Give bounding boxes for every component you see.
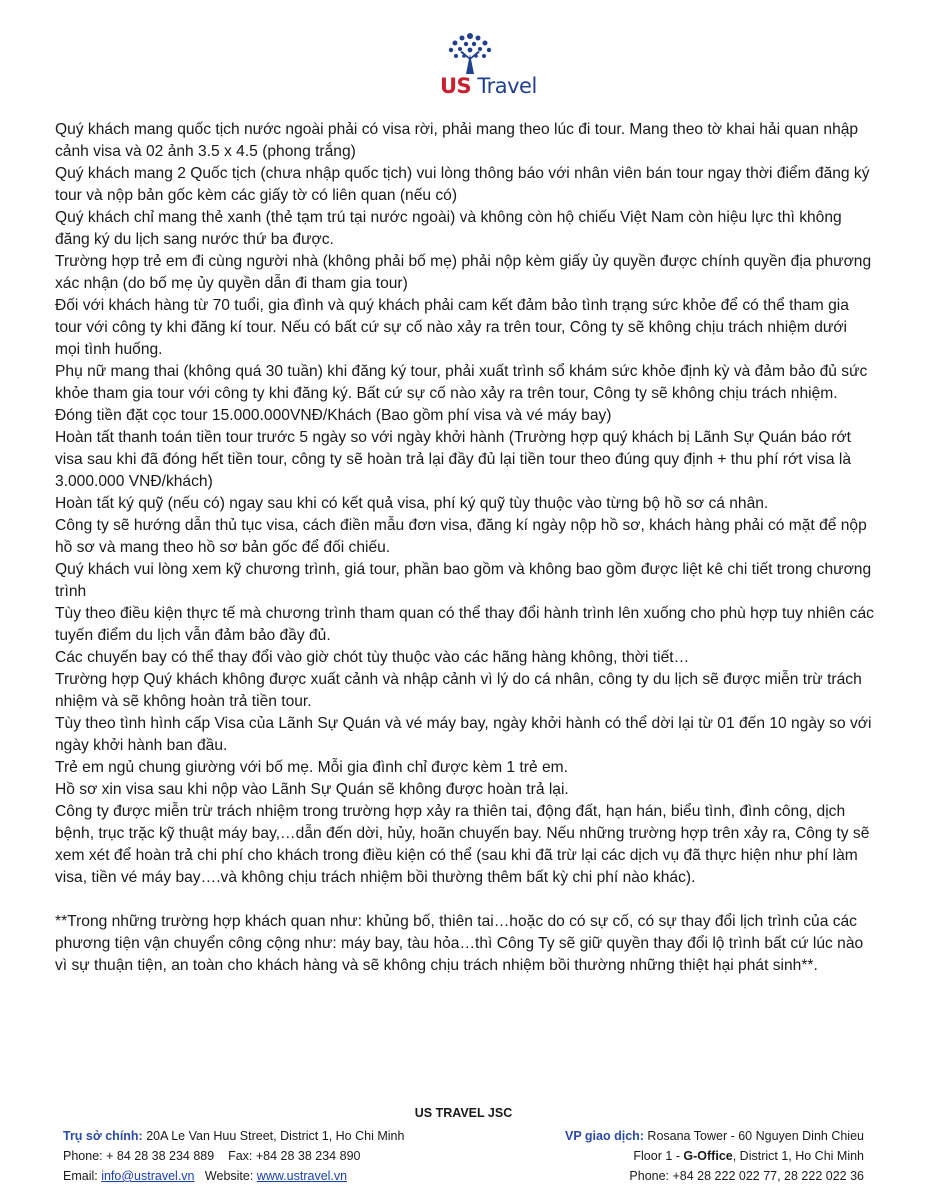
terms-paragraph: Công ty được miễn trừ trách nhiệm trong trường hợp xảy ra thiên tai, động đất, hạn hán, biểu tình, đình công, dịch bệnh, trục trặc kỹ thuật máy bay,…dẫn đến dời, hủy, hoãn chuyến bay. Nếu những trường hợp trên xảy ra, Công ty sẽ xem xét để hoàn trả chi phí cho khách trong điều kiện có thể (sau khi đã trừ lại các dịch vụ đã thực hiện như phí làm visa, tiền vé máy bay….và không chịu trách nhiệm bồi thường thêm bất kỳ chi phí nào khác).	[55, 803, 870, 886]
footer-phone-fax: Phone: + 84 28 38 234 889 Fax: +84 28 38 234 890	[63, 1149, 361, 1163]
logo-us-text: US	[440, 74, 472, 98]
terms-paragraph: Quý khách vui lòng xem kỹ chương trình, giá tour, phần bao gồm và không bao gồm được liệt kê chi tiết trong chương trình	[55, 561, 872, 600]
footer-website-label: Website:	[194, 1169, 257, 1183]
footer-office-line	[565, 1126, 864, 1146]
terms-paragraph: Hoàn tất thanh toán tiền tour trước 5 ngày so với ngày khởi hành (Trường hợp quý khách bị Lãnh Sự Quán báo rớt visa sau khi đã đóng hết tiền tour, công ty sẽ hoàn trả lại đầy đủ lại tiền tour theo đúng quy định + thu phí rớt visa là 3.000.000 VNĐ/khách)	[55, 429, 852, 490]
terms-paragraph: Quý khách mang 2 Quốc tịch (chưa nhập quốc tịch) vui lòng thông báo với nhân viên bán tour ngay thời điểm đăng ký tour và nộp bản gốc kèm các giấy tờ có liên quan (nếu có)	[55, 165, 870, 204]
logo-travel-text: Travel	[477, 74, 537, 98]
force-majeure-note: **Trong những trường hợp khách quan như: khủng bố, thiên tai…hoặc do có sự cố, có sự thay đổi lịch trình của các phương tiện vận chuyển công cộng như: máy bay, tàu hỏa…thì Công Ty sẽ giữ quyền thay đổi lộ trình bất cứ lúc nào vì sự thuận tiện, an toàn cho khách hàng và sẽ không chịu trách nhiệm bồi thường những thiệt hại phát sinh**.	[55, 913, 864, 974]
terms-paragraph: Hồ sơ xin visa sau khi nộp vào Lãnh Sự Quán sẽ không được hoàn trả lại.	[55, 781, 569, 798]
footer-floor-suffix: , District 1, Ho Chi Minh	[732, 1149, 864, 1163]
terms-paragraph: Công ty sẽ hướng dẫn thủ tục visa, cách điền mẫu đơn visa, đăng kí ngày nộp hồ sơ, khách hàng phải có mặt để nộp hồ sơ và mang theo hồ sơ bản gốc để đối chiếu.	[55, 517, 867, 556]
footer-office-label: VP giao dịch:	[565, 1129, 644, 1143]
footer-floor-prefix: Floor 1 -	[633, 1149, 684, 1163]
footer-hq-label: Trụ sở chính:	[63, 1129, 143, 1143]
terms-paragraph: Trường hợp trẻ em đi cùng người nhà (không phải bố mẹ) phải nộp kèm giấy ủy quyền được chính quyền địa phương xác nhận (do bố mẹ ủy quyền dẫn đi tham gia tour)	[55, 253, 872, 292]
terms-paragraph: Quý khách mang quốc tịch nước ngoài phải có visa rời, phải mang theo lúc đi tour. Mang theo tờ khai hải quan nhập cảnh visa và 02 ảnh 3.5 x 4.5 (phong trắng)	[55, 121, 859, 160]
footer-head-office	[63, 1126, 404, 1186]
footer-email-label: Email:	[63, 1169, 102, 1183]
footer-office-phone: Phone: +84 28 222 022 77, 28 222 022 36	[629, 1169, 864, 1183]
terms-paragraph: Các chuyến bay có thể thay đổi vào giờ chót tùy thuộc vào các hãng hàng không, thời tiết…	[55, 649, 690, 666]
terms-paragraph: Hoàn tất ký quỹ (nếu có) ngay sau khi có kết quả visa, phí ký quỹ tùy thuộc vào từng bộ hồ sơ cá nhân.	[55, 495, 769, 512]
terms-paragraph: Tùy theo tình hình cấp Visa của Lãnh Sự Quán và vé máy bay, ngày khởi hành có thể dời lại từ 01 đến 10 ngày so với ngày khởi hành ban đầu.	[55, 715, 872, 754]
terms-paragraph: Trẻ em ngủ chung giường với bố mẹ. Mỗi gia đình chỉ được kèm 1 trẻ em.	[55, 759, 568, 776]
footer-company-name: US TRAVEL JSC	[414, 1106, 513, 1120]
logo-wordmark	[440, 74, 537, 98]
footer-floor-office: G-Office	[683, 1149, 733, 1163]
footer-hq-address: 20A Le Van Huu Street, District 1, Ho Chi Minh	[142, 1129, 405, 1143]
terms-paragraph: Trường hợp Quý khách không được xuất cảnh và nhập cảnh vì lý do cá nhân, công ty du lịch sẽ được miễn trừ trách nhiệm và sẽ không hoàn trả tiền tour.	[55, 671, 862, 710]
us-travel-logo	[440, 30, 537, 102]
footer-floor-line	[565, 1146, 864, 1166]
terms-paragraph: Đối với khách hàng từ 70 tuổi, gia đình và quý khách phải cam kết đảm bảo tình trạng sức khỏe để có thể tham gia tour với công ty khi đăng kí tour. Nếu có bất cứ sự cố nào xảy ra trên tour, Công ty sẽ không chịu trách nhiệm dưới mọi tình huống.	[55, 297, 849, 358]
footer-email-link[interactable]: info@ustravel.vn	[101, 1169, 195, 1183]
footer-contact-line	[63, 1166, 404, 1186]
footer-office-address: Rosana Tower - 60 Nguyen Dinh Chieu	[643, 1129, 864, 1143]
terms-paragraph: Tùy theo điều kiện thực tế mà chương trình tham quan có thể thay đổi hành trình lên xuống cho phù hợp tuy nhiên các tuyến điểm du lịch vẫn đảm bảo đầy đủ.	[55, 605, 874, 644]
footer-branch-office	[565, 1126, 864, 1186]
footer-hq-line	[63, 1126, 404, 1146]
terms-paragraph: Phụ nữ mang thai (không quá 30 tuần) khi đăng ký tour, phải xuất trình sổ khám sức khỏe định kỳ và đảm bảo đủ sức khỏe tham gia tour với công ty khi đăng ký. Bất cứ sự cố nào xảy ra trên tour, Công ty sẽ không chịu trách nhiệm.	[55, 363, 868, 402]
terms-paragraph: Quý khách chỉ mang thẻ xanh (thẻ tạm trú tại nước ngoài) và không còn hộ chiếu Việt Nam còn hiệu lực thì không đăng ký du lịch sang nước thứ ba được.	[55, 209, 842, 248]
footer-website-link[interactable]: www.ustravel.vn	[256, 1169, 348, 1183]
terms-body	[55, 119, 875, 977]
tree-people-logo-icon	[442, 30, 498, 76]
terms-paragraph: Đóng tiền đặt cọc tour 15.000.000VNĐ/Khách (Bao gồm phí visa và vé máy bay)	[55, 407, 612, 424]
